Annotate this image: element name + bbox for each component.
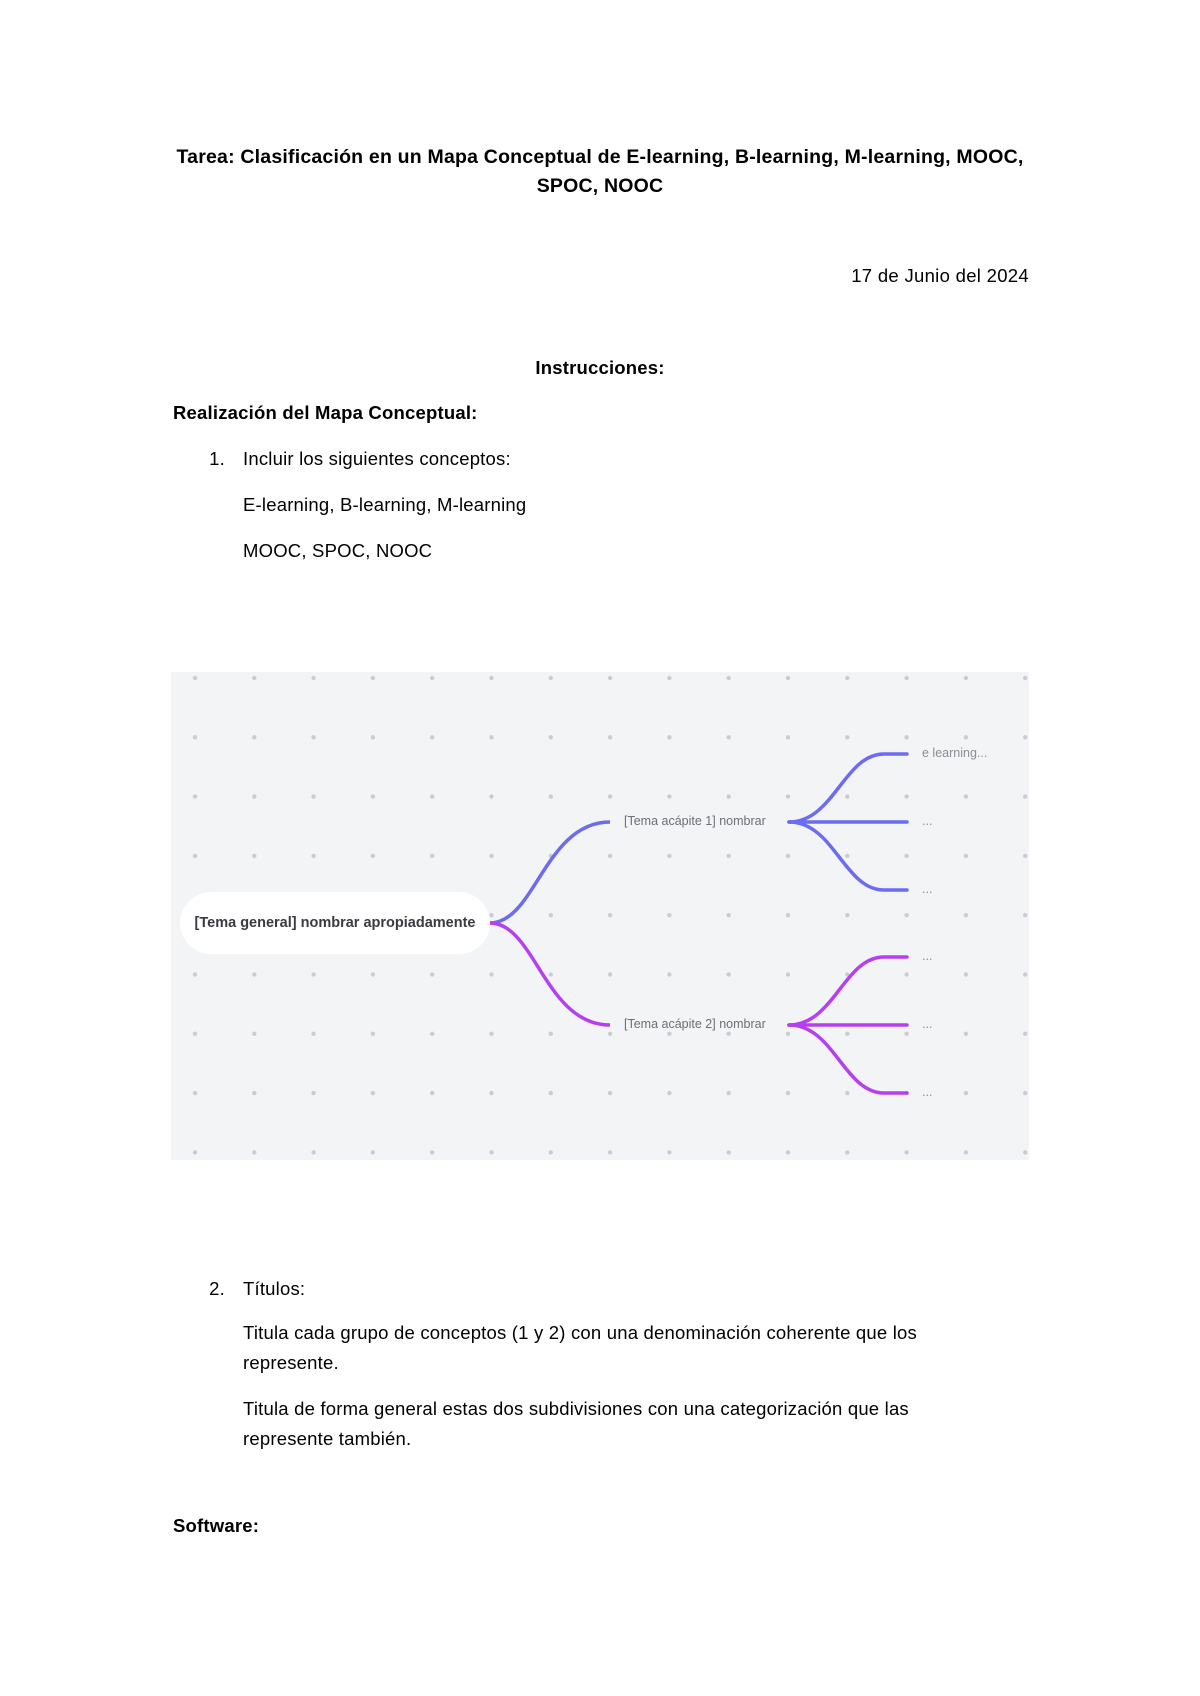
- grid-dot: [667, 913, 671, 917]
- grid-dot: [311, 676, 315, 680]
- item-2-paragraph-2: Titula de forma general estas dos subdivisiones con una categorización que las represente también.: [243, 1398, 909, 1449]
- grid-dot: [193, 735, 197, 739]
- grid-dot: [1023, 794, 1027, 798]
- grid-dot: [252, 1150, 256, 1154]
- item-2-label: Títulos:: [243, 1278, 306, 1299]
- item-1-label: Incluir los siguientes conceptos:: [243, 448, 511, 469]
- mind-map-root-node: [Tema general] nombrar apropiadamente: [180, 892, 490, 954]
- grid-dot: [904, 854, 908, 858]
- grid-dot: [727, 854, 731, 858]
- grid-dot: [549, 794, 553, 798]
- branch-1-leaf-1: e learning...: [922, 746, 988, 760]
- grid-dot: [845, 913, 849, 917]
- grid-dot: [727, 913, 731, 917]
- grid-dot: [311, 1091, 315, 1095]
- grid-dot: [786, 676, 790, 680]
- grid-dot: [489, 676, 493, 680]
- grid-dot: [727, 1032, 731, 1036]
- grid-dot: [549, 972, 553, 976]
- branch-1-leaf-3: ...: [922, 882, 933, 896]
- grid-dot: [371, 1032, 375, 1036]
- branch-2-leaf-1: ...: [922, 949, 933, 963]
- grid-dot: [430, 794, 434, 798]
- grid-dot: [1023, 913, 1027, 917]
- branch-2-leaf-2: ...: [922, 1017, 933, 1031]
- concepts-line-1: E-learning, B-learning, M-learning: [243, 494, 527, 515]
- grid-dot: [608, 735, 612, 739]
- grid-dot: [252, 1091, 256, 1095]
- grid-dot: [489, 1032, 493, 1036]
- document-title: [160, 143, 1040, 201]
- grid-dot: [549, 913, 553, 917]
- branch-2-label: [Tema acápite 2] nombrar: [624, 1017, 766, 1031]
- grid-dot: [845, 1091, 849, 1095]
- grid-dot: [964, 735, 968, 739]
- grid-dot: [727, 794, 731, 798]
- grid-dot: [252, 854, 256, 858]
- grid-dot: [786, 735, 790, 739]
- grid-dot: [964, 1150, 968, 1154]
- item-2-paragraph-1: Titula cada grupo de conceptos (1 y 2) con una denominación coherente que los represente.: [243, 1322, 917, 1373]
- grid-dot: [311, 1150, 315, 1154]
- grid-dot: [430, 735, 434, 739]
- grid-dot: [904, 913, 908, 917]
- grid-dot: [786, 1032, 790, 1036]
- grid-dot: [845, 854, 849, 858]
- grid-dot: [549, 1032, 553, 1036]
- grid-dot: [608, 1032, 612, 1036]
- grid-dot: [845, 794, 849, 798]
- grid-dot: [489, 1150, 493, 1154]
- grid-dot: [252, 794, 256, 798]
- mind-map-image: [171, 672, 1029, 1160]
- grid-dot: [964, 854, 968, 858]
- grid-dot: [608, 794, 612, 798]
- grid-dot: [311, 972, 315, 976]
- branch-2-leaf-3: ...: [922, 1085, 933, 1099]
- grid-dot: [964, 1032, 968, 1036]
- grid-dot: [371, 972, 375, 976]
- grid-dot: [371, 794, 375, 798]
- grid-dot: [667, 1091, 671, 1095]
- grid-dot: [667, 1032, 671, 1036]
- grid-dot: [193, 794, 197, 798]
- grid-dot: [904, 1150, 908, 1154]
- grid-dot: [845, 1150, 849, 1154]
- grid-dot: [252, 1032, 256, 1036]
- grid-dot: [608, 676, 612, 680]
- grid-dot: [371, 854, 375, 858]
- grid-dot: [549, 1091, 553, 1095]
- title-line-1: Tarea: Clasificación en un Mapa Conceptual de E-learning, B-learning, M-learning, MOOC,: [176, 146, 1024, 168]
- grid-dot: [311, 854, 315, 858]
- grid-dot: [845, 1032, 849, 1036]
- grid-dot: [964, 972, 968, 976]
- document-date: 17 de Junio del 2024: [851, 265, 1029, 286]
- connector-branch-2-leaf-1: [789, 957, 907, 1025]
- grid-dot: [489, 794, 493, 798]
- grid-dot: [489, 1091, 493, 1095]
- grid-dot: [489, 854, 493, 858]
- grid-dot: [608, 1150, 612, 1154]
- grid-dot: [964, 676, 968, 680]
- item-1-number: 1.: [209, 448, 225, 469]
- grid-dot: [845, 676, 849, 680]
- grid-dot: [371, 1091, 375, 1095]
- branch-1-label: [Tema acápite 1] nombrar: [624, 814, 766, 828]
- grid-dot: [786, 972, 790, 976]
- grid-dot: [904, 735, 908, 739]
- grid-dot: [904, 676, 908, 680]
- grid-dot: [1023, 854, 1027, 858]
- grid-dot: [549, 1150, 553, 1154]
- grid-dot: [371, 735, 375, 739]
- grid-dot: [252, 972, 256, 976]
- grid-dot: [727, 1150, 731, 1154]
- grid-dot: [964, 913, 968, 917]
- title-line-2: SPOC, NOOC: [536, 175, 664, 197]
- connector-root-branch-1: [490, 822, 610, 923]
- grid-dot: [311, 735, 315, 739]
- grid-dot: [667, 1150, 671, 1154]
- branch-1-leaf-2: ...: [922, 814, 933, 828]
- grid-dot: [252, 676, 256, 680]
- grid-dot: [786, 1150, 790, 1154]
- grid-dot: [489, 972, 493, 976]
- grid-dot: [489, 913, 493, 917]
- grid-dot: [608, 1091, 612, 1095]
- grid-dot: [193, 1091, 197, 1095]
- grid-dot: [311, 1032, 315, 1036]
- grid-dot: [786, 854, 790, 858]
- grid-dot: [667, 854, 671, 858]
- grid-dot: [430, 854, 434, 858]
- grid-dot: [1023, 676, 1027, 680]
- grid-dot: [1023, 735, 1027, 739]
- grid-dot: [845, 735, 849, 739]
- grid-dot: [786, 1091, 790, 1095]
- grid-dot: [786, 913, 790, 917]
- grid-dot: [549, 735, 553, 739]
- grid-dot: [904, 972, 908, 976]
- grid-dot: [608, 913, 612, 917]
- grid-dot: [193, 972, 197, 976]
- grid-dot: [252, 735, 256, 739]
- grid-dot: [667, 676, 671, 680]
- grid-dot: [193, 676, 197, 680]
- grid-dot: [1023, 1032, 1027, 1036]
- grid-dot: [904, 1032, 908, 1036]
- grid-dot: [608, 972, 612, 976]
- grid-dot: [667, 972, 671, 976]
- grid-dot: [371, 1150, 375, 1154]
- grid-dot: [371, 676, 375, 680]
- grid-dot: [193, 854, 197, 858]
- grid-dot: [1023, 972, 1027, 976]
- grid-dot: [667, 735, 671, 739]
- software-heading: Software:: [173, 1515, 260, 1536]
- instructions-heading: Instrucciones:: [535, 357, 665, 378]
- item-2-number: 2.: [209, 1278, 225, 1299]
- grid-dot: [964, 794, 968, 798]
- grid-dot: [549, 676, 553, 680]
- grid-dot: [430, 972, 434, 976]
- grid-dot: [193, 1150, 197, 1154]
- grid-dot: [489, 735, 493, 739]
- grid-dot: [786, 794, 790, 798]
- grid-dot: [727, 735, 731, 739]
- section-heading: Realización del Mapa Conceptual:: [173, 402, 478, 423]
- grid-dot: [311, 794, 315, 798]
- grid-dot: [193, 1032, 197, 1036]
- grid-dot: [1023, 1150, 1027, 1154]
- grid-dot: [904, 794, 908, 798]
- concepts-line-2: MOOC, SPOC, NOOC: [243, 540, 433, 561]
- grid-dot: [727, 676, 731, 680]
- grid-dot: [667, 794, 671, 798]
- grid-dot: [430, 1150, 434, 1154]
- grid-dot: [608, 854, 612, 858]
- grid-dot: [430, 1091, 434, 1095]
- grid-dot: [964, 1091, 968, 1095]
- connector-branch-1-leaf-1: [789, 754, 907, 822]
- grid-dot: [430, 1032, 434, 1036]
- grid-dot: [430, 676, 434, 680]
- grid-dot: [727, 1091, 731, 1095]
- grid-dot: [727, 972, 731, 976]
- grid-dot: [1023, 1091, 1027, 1095]
